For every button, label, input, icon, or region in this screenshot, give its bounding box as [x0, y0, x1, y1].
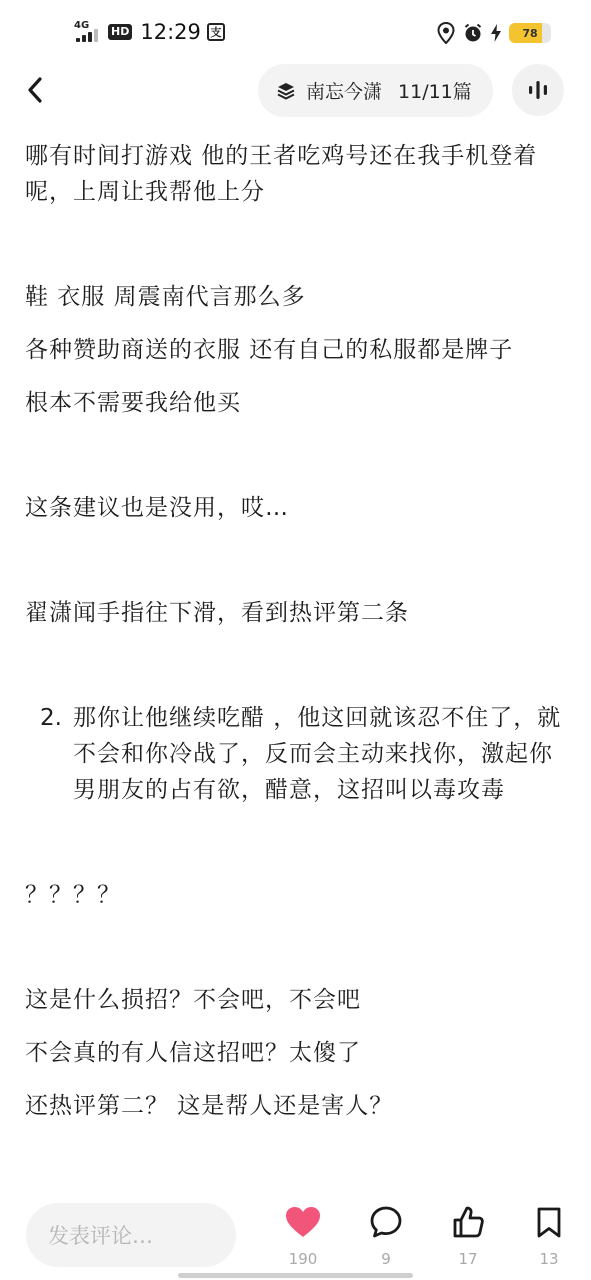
paragraph: 鞋 衣服 周震南代言那么多 — [25, 284, 306, 310]
back-button[interactable] — [18, 72, 52, 108]
thumbs-up-button[interactable] — [443, 1202, 493, 1272]
comment-input[interactable] — [26, 1203, 236, 1267]
network-type: 4G — [74, 20, 90, 31]
status-left — [74, 18, 225, 46]
bookmark-icon — [535, 1206, 563, 1238]
chapter-count: 11/11篇 — [398, 81, 472, 103]
paragraph: 根本不需要我给他买 — [25, 390, 241, 416]
paragraph: 不会真的有人信这招吧？太傻了 — [25, 1040, 361, 1066]
layers-icon — [276, 81, 296, 101]
bookmark-button[interactable] — [524, 1202, 574, 1272]
status-bar — [0, 0, 591, 64]
list-item — [40, 700, 570, 808]
audio-play-button[interactable] — [512, 64, 564, 116]
comment-bubble-icon — [369, 1205, 403, 1239]
hd-badge: HD — [108, 24, 132, 40]
status-time: 12:29 — [140, 20, 201, 44]
paragraph: ？？？？ — [25, 882, 121, 908]
paragraph: 这是什么损招？不会吧，不会吧 — [25, 987, 361, 1013]
comment-button[interactable] — [361, 1202, 411, 1272]
book-chapter-pill[interactable] — [258, 64, 493, 117]
thumbs-up-count: 17 — [458, 1250, 478, 1268]
location-icon — [437, 22, 455, 44]
bottom-action-bar — [0, 1190, 591, 1280]
list-number: 2. — [40, 705, 62, 731]
paragraph: 各种赞助商送的衣服 还有自己的私服都是牌子 — [25, 337, 514, 363]
alipay-icon: 支 — [207, 23, 225, 41]
signal-icon — [74, 20, 102, 44]
audio-wave-icon — [527, 79, 549, 101]
like-count: 190 — [288, 1250, 318, 1268]
paragraph: 这条建议也是没用，哎… — [25, 495, 289, 521]
bookmark-count: 13 — [539, 1250, 559, 1268]
list-text: 那你让他继续吃醋 ，他这回就该忍不住了，就不会和你冷战了，反而会主动来找你，激起你男朋友的占有欲，醋意，这招叫以毒攻毒 — [73, 705, 562, 803]
charging-icon — [491, 24, 501, 42]
home-indicator[interactable] — [178, 1273, 413, 1278]
chevron-left-icon — [26, 76, 44, 104]
book-title: 南忘今潇 — [306, 81, 383, 103]
comment-count: 9 — [381, 1250, 391, 1268]
paragraph: 哪有时间打游戏 他的王者吃鸡号还在我手机登着呢，上周让我帮他上分 — [25, 143, 538, 205]
alarm-icon — [463, 23, 483, 43]
battery-indicator — [509, 23, 551, 43]
paragraph: 翟潇闻手指往下滑，看到热评第二条 — [25, 600, 409, 626]
article-content — [25, 138, 570, 1141]
thumbs-up-icon — [451, 1205, 485, 1239]
battery-level: 78 — [522, 26, 538, 40]
status-right — [437, 20, 551, 46]
like-button[interactable] — [278, 1202, 328, 1272]
paragraph: 还热评第二？ 这是帮人还是害人？ — [25, 1093, 394, 1119]
comment-placeholder: 发表评论… — [48, 1224, 153, 1248]
heart-icon — [285, 1206, 321, 1238]
